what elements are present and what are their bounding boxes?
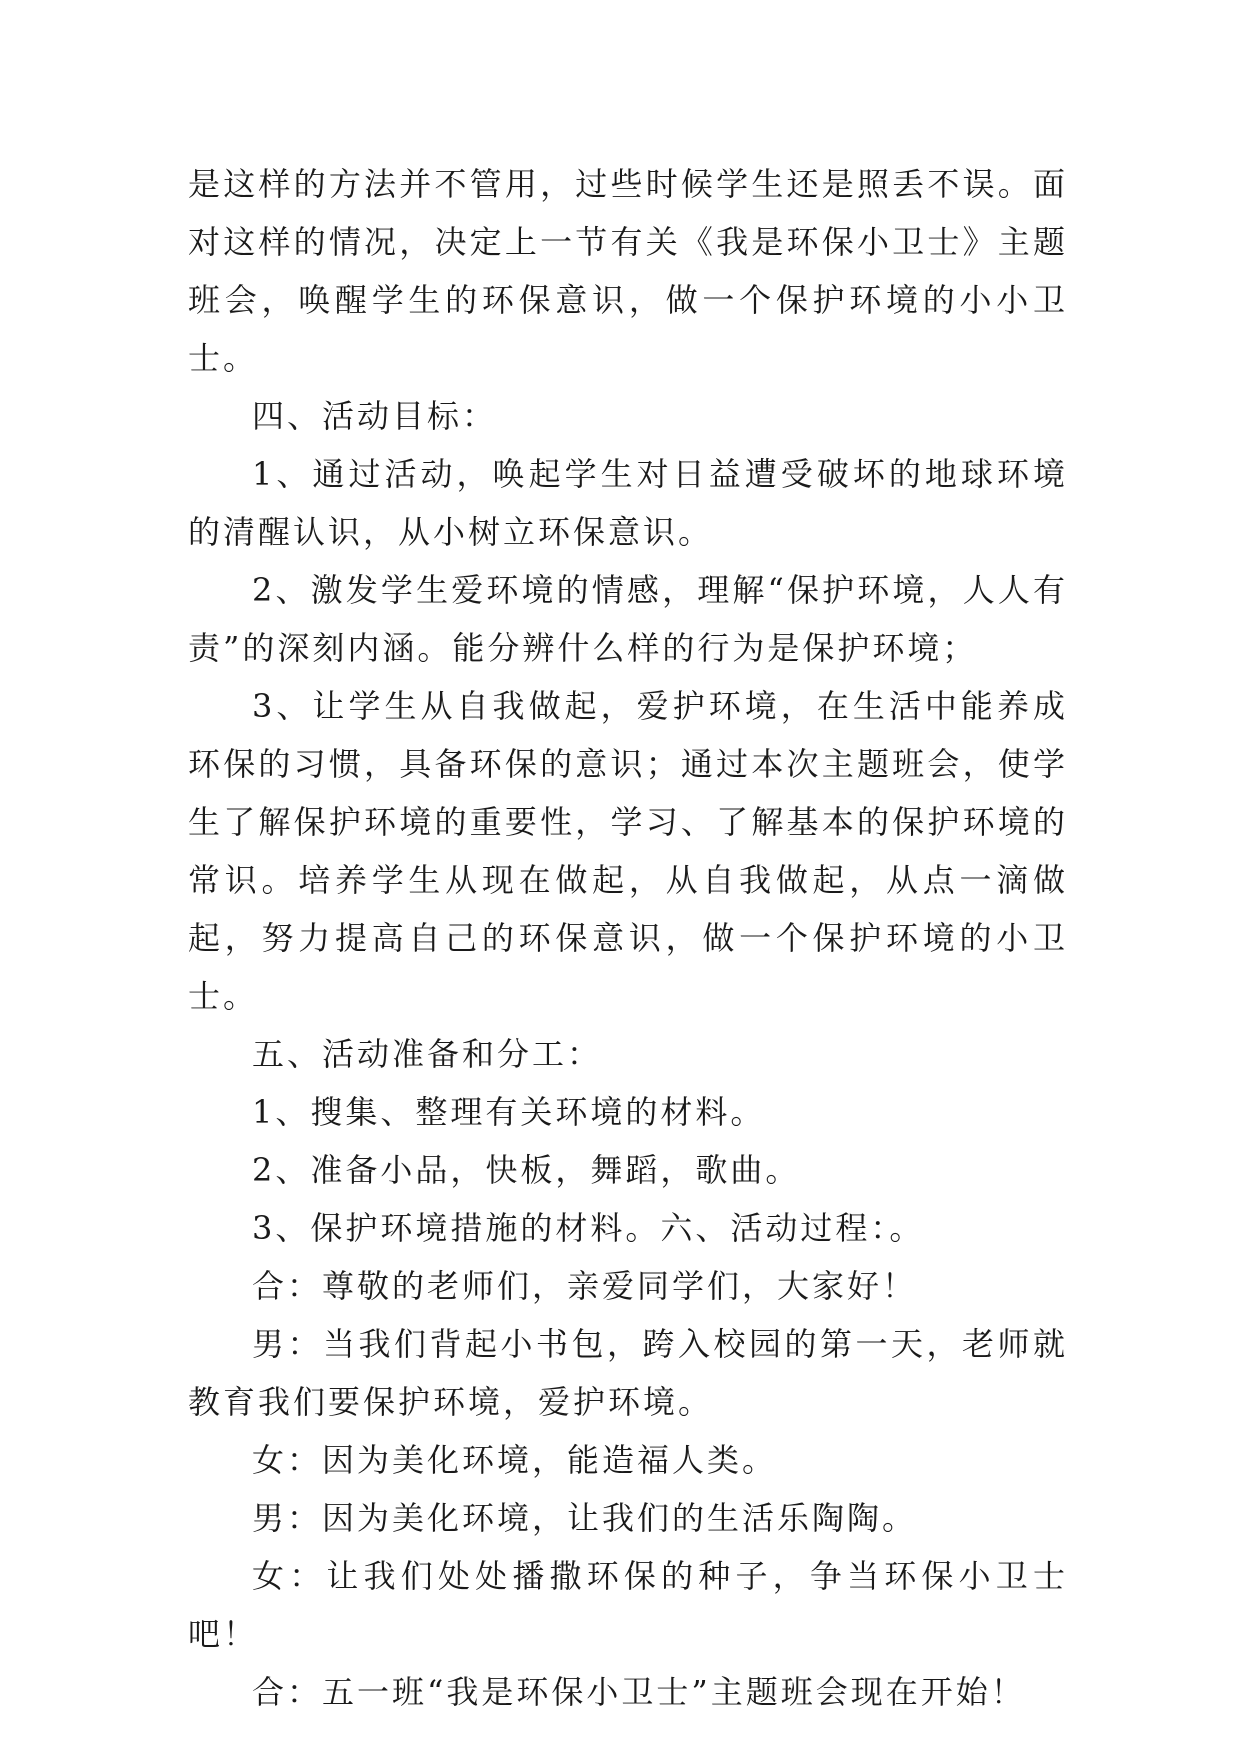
script-line-male-1: 男：当我们背起小书包，跨入校园的第一天，老师就教育我们要保护环境，爱护环境。 [188,1325,1068,1421]
preparation-item-2: 2、准备小品，快板，舞蹈，歌曲。 [252,1151,801,1189]
goal-item-3: 3、让学生从自我做起，爱护环境，在生活中能养成环保的习惯，具备环保的意识；通过本次主题班会，使学生了解保护环境的重要性，学习、了解基本的保护环境的常识。培养学生从现在做起，从自我做起，从点一滴做起，努力提高自己的环保意识，做一个保护环境的小卫士。 [188,687,1068,1015]
document-body [188,155,1068,1721]
goal-item-2: 2、激发学生爱环境的情感，理解“保护环境，人人有责”的深刻内涵。能分辨什么样的行为是保护环境； [188,571,1068,667]
script-line-female-2: 女：让我们处处播撒环保的种子，争当环保小卫士吧！ [188,1557,1068,1653]
script-line-chorus-opening: 合：五一班“我是环保小卫士”主题班会现在开始！ [252,1673,1026,1711]
heading-preparation: 五、活动准备和分工： [252,1035,603,1073]
paragraph-intro-continued: 是这样的方法并不管用，过些时候学生还是照丢不误。面对这样的情况，决定上一节有关《我是环保小卫士》主题班会，唤醒学生的环保意识，做一个保护环境的小小卫士。 [188,165,1068,377]
goal-item-1: 1、通过活动，唤起学生对日益遭受破坏的地球环境的清醒认识，从小树立环保意识。 [188,455,1068,551]
script-line-chorus-greeting: 合：尊敬的老师们，亲爱同学们，大家好！ [252,1267,918,1305]
script-line-male-2: 男：因为美化环境，让我们的生活乐陶陶。 [252,1499,918,1537]
preparation-item-1: 1、搜集、整理有关环境的材料。 [252,1093,766,1131]
heading-activity-goals: 四、活动目标： [252,397,498,435]
script-line-female-1: 女：因为美化环境，能造福人类。 [252,1441,778,1479]
preparation-item-3: 3、保护环境措施的材料。六、活动过程：。 [252,1209,925,1247]
